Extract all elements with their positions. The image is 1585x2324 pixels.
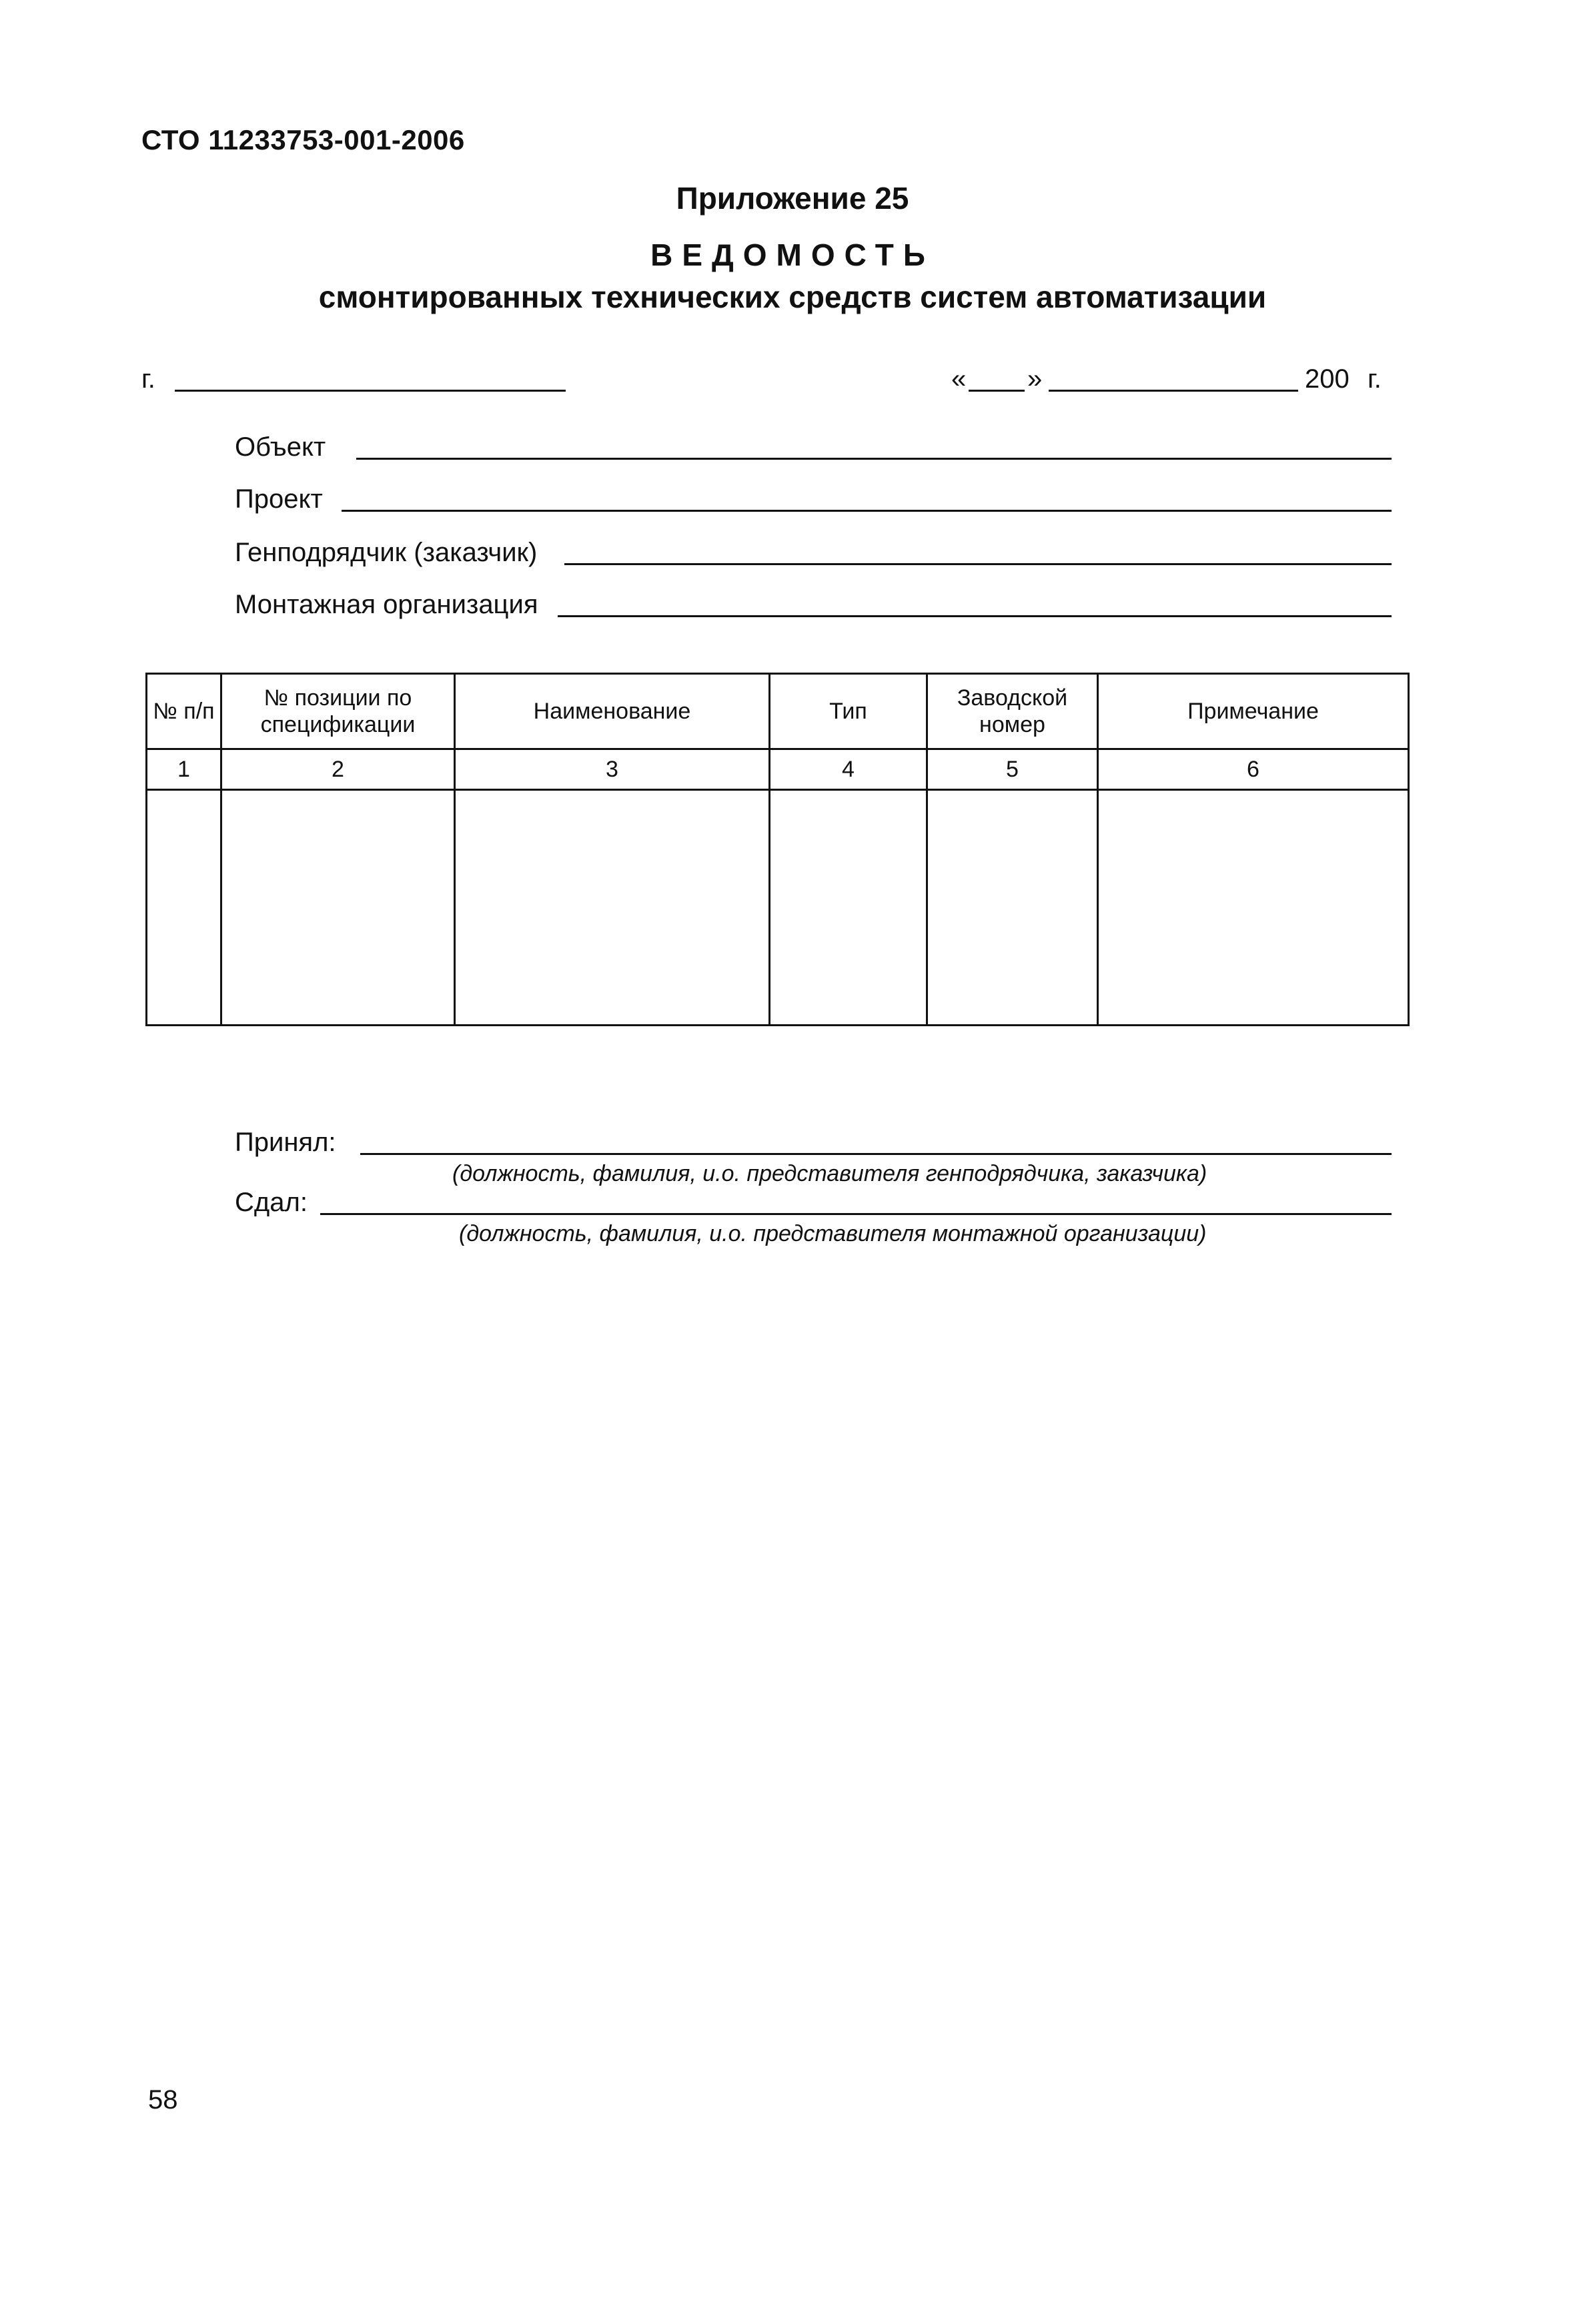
object-line bbox=[356, 458, 1392, 460]
document-subtitle: смонтированных технических средств систем автоматизации bbox=[318, 280, 1267, 314]
document-code: СТО 11233753-001-2006 bbox=[141, 124, 465, 155]
object-label: Объект bbox=[235, 432, 326, 462]
header-cell-serial-number: Заводской номер bbox=[927, 674, 1098, 749]
table-header-row bbox=[147, 674, 1409, 749]
project-label: Проект bbox=[235, 484, 323, 514]
city-prefix: г. bbox=[141, 364, 155, 394]
accepted-label: Принял: bbox=[235, 1128, 336, 1157]
equipment-table bbox=[145, 673, 1410, 1026]
project-line bbox=[342, 510, 1392, 512]
header-cell-number: № п/п bbox=[147, 674, 221, 749]
empty-cell[interactable] bbox=[770, 790, 927, 1026]
accepted-signature-line bbox=[360, 1153, 1392, 1155]
header-cell-note: Примечание bbox=[1098, 674, 1409, 749]
installation-org-line bbox=[558, 615, 1392, 617]
handed-signature-line bbox=[320, 1213, 1392, 1215]
column-number-cell: 2 bbox=[221, 749, 455, 790]
installation-org-label: Монтажная организация bbox=[235, 590, 538, 619]
month-line bbox=[1049, 390, 1298, 392]
header-cell-type: Тип bbox=[770, 674, 927, 749]
appendix-heading bbox=[0, 180, 1585, 216]
general-contractor-label: Генподрядчик (заказчик) bbox=[235, 538, 538, 567]
table-body-row bbox=[147, 790, 1409, 1026]
empty-cell[interactable] bbox=[1098, 790, 1409, 1026]
header-cell-name: Наименование bbox=[455, 674, 770, 749]
empty-cell[interactable] bbox=[927, 790, 1098, 1026]
day-line bbox=[969, 390, 1025, 392]
empty-cell[interactable] bbox=[455, 790, 770, 1026]
year-prefix: 200 bbox=[1305, 364, 1350, 394]
empty-cell[interactable] bbox=[147, 790, 221, 1026]
day-close-quote: » bbox=[1027, 364, 1043, 394]
document-title: ВЕДОМОСТЬ bbox=[650, 238, 935, 272]
column-number-row bbox=[147, 749, 1409, 790]
city-line bbox=[175, 390, 566, 392]
column-number-cell: 4 bbox=[770, 749, 927, 790]
handed-label: Сдал: bbox=[235, 1188, 308, 1217]
year-suffix: г. bbox=[1368, 364, 1382, 394]
day-open-quote: « bbox=[951, 364, 967, 394]
column-number-cell: 3 bbox=[455, 749, 770, 790]
column-number-cell: 5 bbox=[927, 749, 1098, 790]
page-number: 58 bbox=[148, 2085, 178, 2114]
handed-caption: (должность, фамилия, и.о. представителя монтажной организации) bbox=[459, 1221, 1207, 1246]
column-number-cell: 1 bbox=[147, 749, 221, 790]
accepted-caption: (должность, фамилия, и.о. представителя генподрядчика, заказчика) bbox=[452, 1161, 1207, 1186]
appendix-label: Приложение 25 bbox=[676, 181, 909, 216]
header-cell-spec-position: № позиции по спецификации bbox=[221, 674, 455, 749]
empty-cell[interactable] bbox=[221, 790, 455, 1026]
column-number-cell: 6 bbox=[1098, 749, 1409, 790]
general-contractor-line bbox=[564, 563, 1392, 565]
